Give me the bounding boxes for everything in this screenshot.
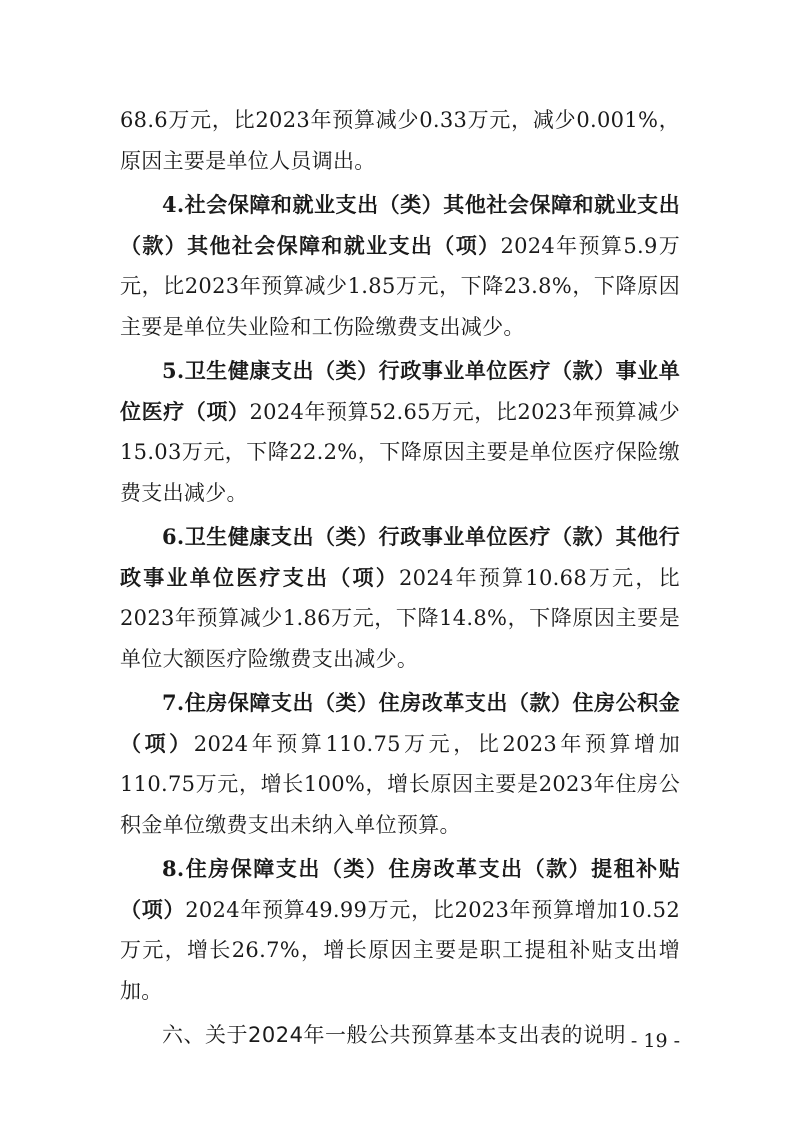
paragraph-lead: 7.住房保障支出（类）住房改革支出（款）住房公积金（项） (120, 690, 680, 756)
paragraph-text: 2024年预算49.99万元，比2023年预算增加10.52万元，增长26.7%，增长原因主要是职工提租补贴支出增加。 (120, 897, 680, 1003)
paragraph-lead: 8.住房保障支出（类）住房改革支出（款）提租补贴（项） (120, 856, 680, 922)
paragraph-lead: 6.卫生健康支出（类）行政事业单位医疗（款）其他行政事业单位医疗支出（项） (120, 524, 680, 590)
paragraph-text: 2024年预算5.9万元，比2023年预算减少1.85万元，下降23.8%，下降原因主要是单位失业险和工伤险缴费支出减少。 (120, 233, 680, 339)
document-page (120, 100, 680, 1056)
page-number: - 19 - (630, 1030, 680, 1052)
paragraph-lead: 5.卫生健康支出（类）行政事业单位医疗（款）事业单位医疗（项） (120, 358, 680, 424)
paragraph-social-security (120, 185, 680, 347)
paragraph-text: 2024年预算10.68万元，比2023年预算减少1.86万元，下降14.8%，下降原因主要是单位大额医疗险缴费支出减少。 (120, 565, 680, 671)
paragraph-lead: 4.社会保障和就业支出（类）其他社会保障和就业支出（款）其他社会保障和就业支出（项） (120, 192, 680, 258)
paragraph-housing-fund (120, 683, 680, 845)
paragraph-health-other-medical (120, 517, 680, 679)
paragraph-rent-subsidy (120, 849, 680, 1011)
paragraph-text: 2024年预算110.75万元，比2023年预算增加110.75万元，增长100%，增长原因主要是2023年住房公积金单位缴费支出未纳入单位预算。 (120, 731, 680, 837)
paragraph-text: 68.6万元，比2023年预算减少0.33万元，减少0.001%，原因主要是单位人员调出。 (120, 108, 680, 173)
paragraph-continuation (120, 100, 680, 181)
section-heading: 六、关于2024年一般公共预算基本支出表的说明 (162, 1023, 626, 1047)
paragraph-text: 2024年预算52.65万元，比2023年预算减少15.03万元，下降22.2%，下降原因主要是单位医疗保险缴费支出减少。 (120, 399, 680, 505)
paragraph-health-institution-medical (120, 351, 680, 513)
